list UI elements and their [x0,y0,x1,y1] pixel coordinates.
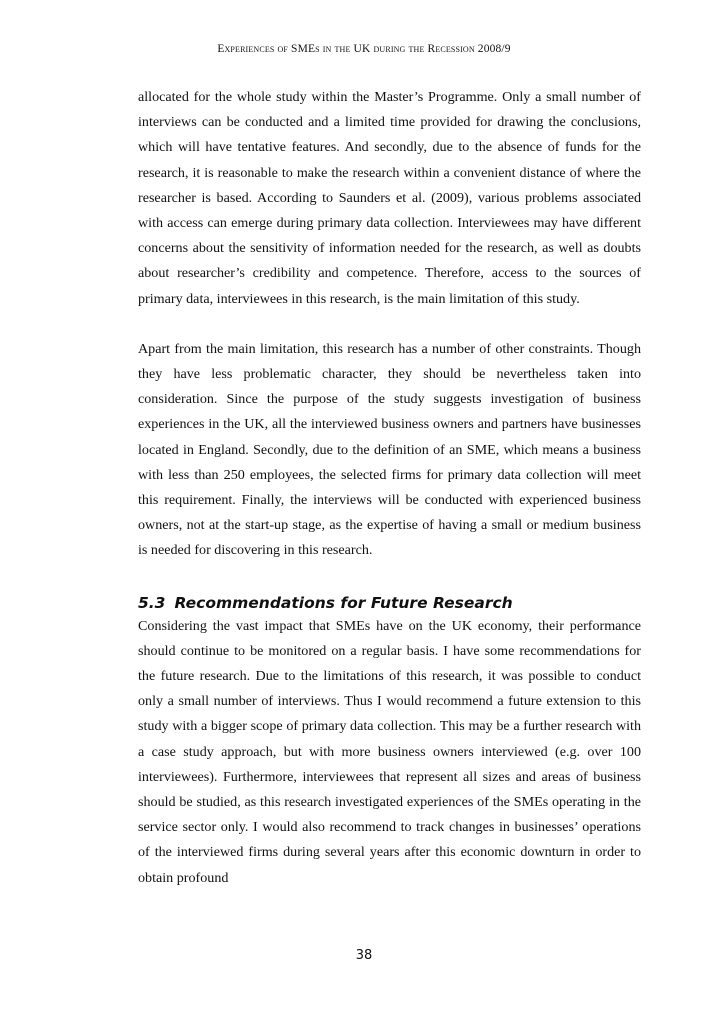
page-number: 38 [355,948,373,963]
body-paragraph-constraints: Apart from the main limitation, this research has a number of other constraints. Though they have less problematic character, they should be nevertheless taken into consideration. Since the purpose of the study suggests investigation of business experiences in the UK, all the interviewed business owners and partners have businesses located in England. Secondly, due to the definition of an SME, which means a business with less than 250 employees, the selected firms for primary data collection will meet this requirement. Finally, the interviews will be conducted with experienced business owners, not at the start-up stage, as the expertise of having a small or medium business is needed for discovering in this research. [138,340,641,559]
running-header: Experiences of SMEs in the UK during the Recession 2008/9 [217,43,511,55]
section-title: Recommendations for Future Research [174,593,513,612]
section-heading [138,592,641,614]
section-number: 5.3 [138,593,166,612]
page-body [138,85,641,891]
body-paragraph-limitations: allocated for the whole study within the Master’s Programme. Only a small number of interviews can be conducted and a limited time provided for drawing the conclusions, which will have tentative features. And secondly, due to the absence of funds for the research, it is reasonable to make the research within a convenient distance of where the researcher is based. According to Saunders et al. (2009), various problems associated with access can emerge during primary data collection. Interviewees may have different concerns about the sensitivity of information needed for the research, as well as doubts about researcher’s credibility and competence. Therefore, access to the sources of primary data, interviewees in this research, is the main limitation of this study. [138,89,641,307]
body-paragraph-recommendations: Considering the vast impact that SMEs have on the UK economy, their performance should continue to be monitored on a regular basis. I have some recommendations for the future research. Due to the limitations of this research, it was possible to conduct only a small number of interviews. Thus I would recommend a future extension to this study with a bigger scope of primary data collection. This may be a further research with a case study approach, but with more business owners interviewed (e.g. over 100 interviewees). Furthermore, interviewees that represent all sizes and areas of business should be studied, as this research investigated experiences of the SMEs operating in the service sector only. I would also recommend to track changes in businesses’ operations of the interviewed firms during several years after this economic downturn in order to obtain profound [138,617,641,886]
